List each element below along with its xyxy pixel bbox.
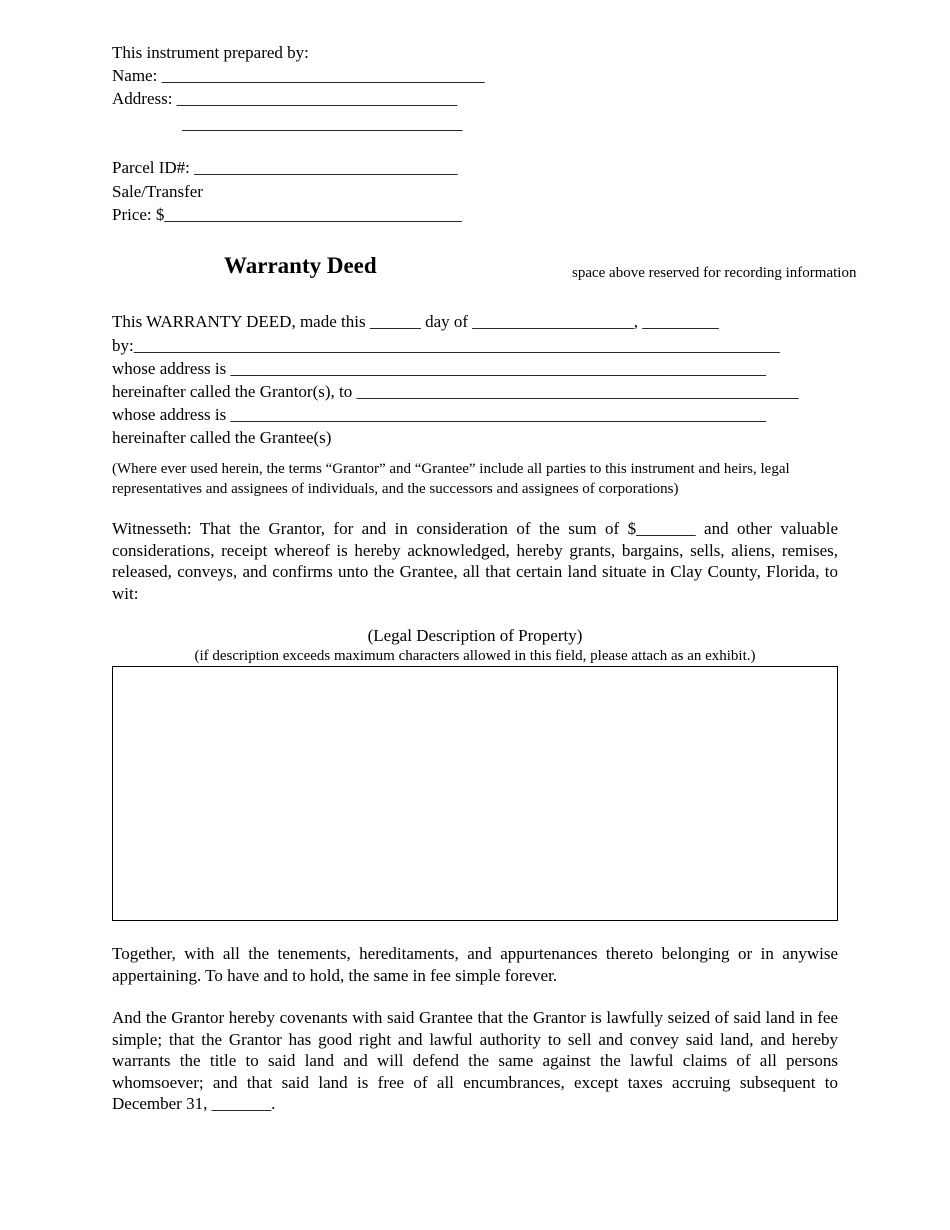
prepared-by-label: This instrument prepared by:: [112, 43, 309, 62]
address-field[interactable]: Address: _________________________________: [112, 89, 458, 108]
deed-date-line[interactable]: This WARRANTY DEED, made this ______ day of ___________________, _________: [112, 312, 719, 331]
document-title: Warranty Deed: [224, 253, 377, 278]
covenant-paragraph: And the Grantor hereby covenants with said Grantee that the Grantor is lawfully seized of said land in fee simple; that the Grantor has good right and lawful authority to sell and convey said land, and hereby warrants the title to said land and will defend the same against the lawful claims of all persons whomsoever; and that said land is free of all encumbrances, except taxes accruing subsequent to December 31, _______.: [112, 1008, 838, 1113]
recording-space-note: space above reserved for recording information: [572, 265, 857, 281]
grantee-label: hereinafter called the Grantee(s): [112, 428, 332, 447]
grantor-name-line[interactable]: by:____________________________________________________________________________: [112, 336, 780, 355]
grantee-name-line[interactable]: hereinafter called the Grantor(s), to ____________________________________________________: [112, 382, 799, 401]
name-field[interactable]: Name: ______________________________________: [112, 66, 485, 85]
together-paragraph: Together, with all the tenements, hereditaments, and appurtenances thereto belonging or in anywise appertaining. To have and to hold, the same in fee simple forever.: [112, 944, 838, 985]
grantee-address-line[interactable]: whose address is _______________________________________________________________: [112, 405, 767, 424]
legal-description-heading: (Legal Description of Property): [367, 626, 583, 645]
price-field[interactable]: Price: $___________________________________: [112, 205, 462, 224]
parcel-id-field[interactable]: Parcel ID#: _______________________________: [112, 158, 458, 177]
grantor-address-line[interactable]: whose address is _______________________________________________________________: [112, 359, 767, 378]
sale-transfer-label: Sale/Transfer: [112, 182, 203, 201]
legal-description-instruction: (if description exceeds maximum characters allowed in this field, please attach as an exhibit.): [194, 648, 756, 664]
definition-note: (Where ever used herein, the terms “Grantor” and “Grantee” include all parties to this instrument and heirs, legal representatives and assignees of individuals, and the successors and assignees of corporations): [112, 461, 790, 497]
legal-description-box[interactable]: [112, 666, 838, 921]
address-field-line-2[interactable]: _________________________________: [182, 114, 463, 133]
witnesseth-paragraph: Witnesseth: That the Grantor, for and in consideration of the sum of $_______ and other valuable considerations, receipt whereof is hereby acknowledged, hereby grants, bargains, sells, aliens, remises, released, conveys, and confirms unto the Grantee, all that certain land situate in Clay County, Florida, to wit:: [112, 519, 838, 603]
